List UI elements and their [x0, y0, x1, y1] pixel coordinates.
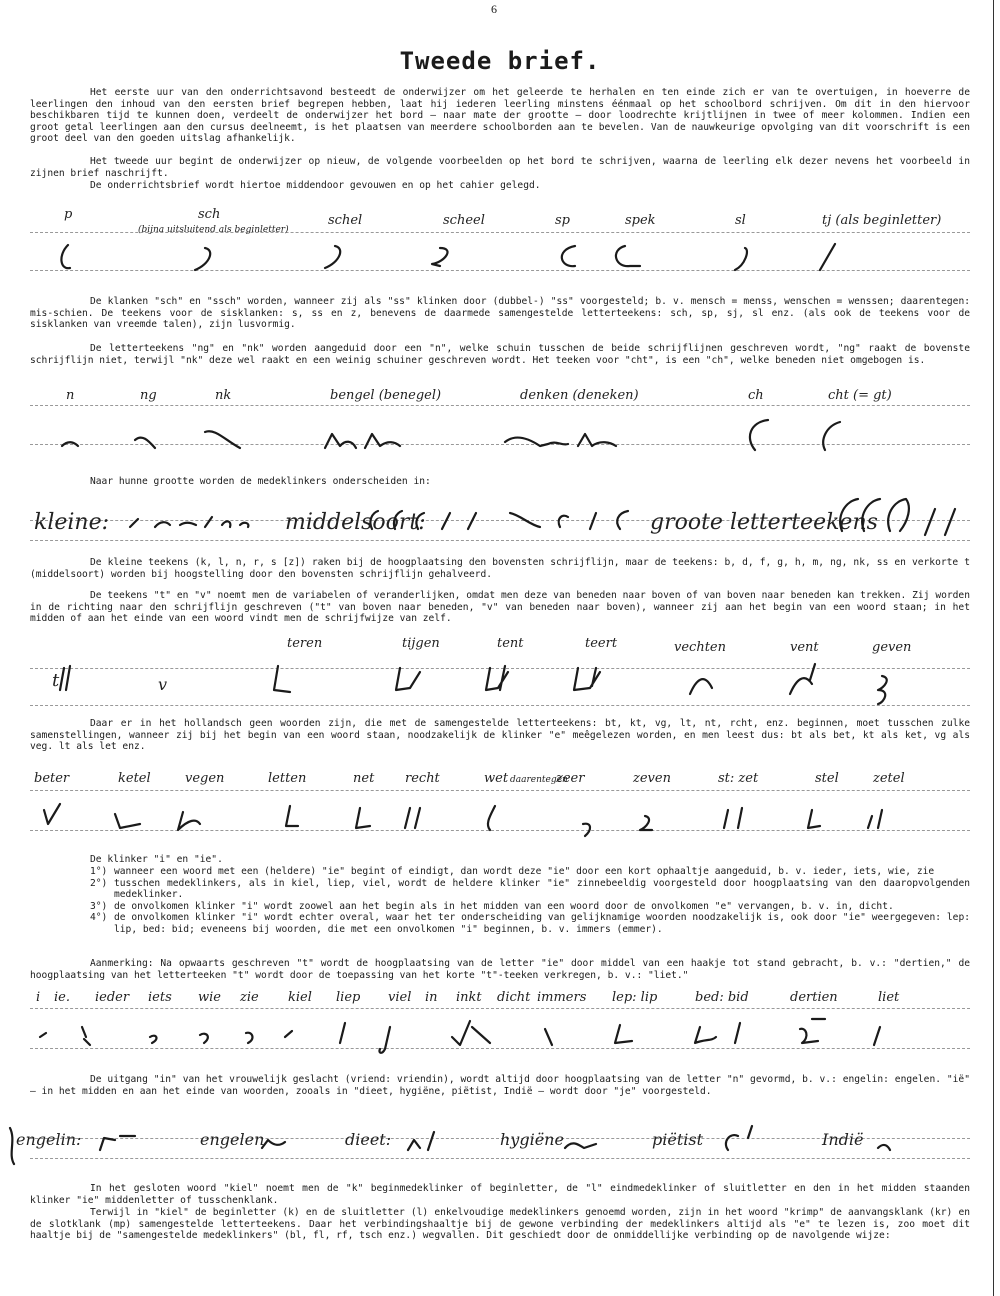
example-label: zeven — [633, 771, 671, 786]
example-label: bed: bid — [695, 990, 749, 1005]
example-label: engelin: — [16, 1130, 82, 1149]
shorthand-sign — [205, 431, 240, 448]
shorthand-sign — [868, 810, 882, 828]
example-label: scheel — [443, 213, 485, 228]
example-label: Indië — [822, 1130, 864, 1149]
writing-line — [30, 1008, 970, 1009]
example-label: p — [64, 207, 73, 222]
example-label: geven — [872, 640, 912, 655]
example-label: letten — [268, 771, 307, 786]
example-label: nk — [215, 388, 232, 403]
shorthand-sign — [405, 808, 420, 828]
shorthand-sign — [888, 499, 909, 531]
shorthand-sign — [10, 1128, 14, 1164]
shorthand-sign — [505, 438, 568, 446]
shorthand-sign — [615, 1025, 632, 1043]
shorthand-sign — [286, 806, 298, 826]
shorthand-sign — [178, 812, 200, 830]
example-label: i — [36, 990, 41, 1005]
shorthand-sign — [750, 420, 768, 450]
paragraph-compound-signs: Daar er in het hollandsch geen woorden zijn, die met de samengestelde letterteekens: bt, kt, vg, lt, nt, rcht, enz. beginnen, moet tusschen zulke samenstellingen, wanneer zij bij het begin van een woord staan, noodzakelijk de klinker "e" meêgelezen worden, en men leest dus: bt als bet, kt als ket, vg als veg. lt als let enz. — [30, 718, 970, 753]
example-label: ieder — [95, 990, 130, 1005]
shorthand-sign — [878, 676, 887, 704]
shorthand-sign — [379, 1027, 390, 1053]
example-label: liet — [878, 990, 900, 1005]
example-label: inkt — [456, 990, 482, 1005]
example-label: liep — [336, 990, 361, 1005]
example-label: in — [425, 990, 438, 1005]
paragraph-vowel-heading: De klinker "i" en "ie". — [90, 854, 223, 865]
shorthand-sign — [574, 668, 600, 690]
paragraph-size-groups: Naar hunne grootte worden de medeklinkers onderscheiden in: — [90, 476, 431, 487]
example-note: (bijna uitsluitend als beginletter) — [138, 225, 289, 235]
shorthand-sign — [200, 1034, 208, 1043]
example-label: daarentegen — [510, 775, 568, 785]
shorthand-sign — [60, 666, 70, 690]
shorthand-sign — [442, 513, 450, 529]
shorthand-sign — [559, 516, 568, 527]
shorthand-row-1 — [0, 240, 1000, 280]
example-label: dertien — [790, 990, 838, 1005]
shorthand-sign — [486, 666, 508, 690]
shorthand-sign — [155, 522, 170, 527]
shorthand-sign — [925, 509, 955, 535]
shorthand-sign — [356, 808, 370, 828]
shorthand-sign — [874, 1027, 880, 1045]
shorthand-sign — [61, 245, 70, 268]
example-label: iets — [148, 990, 172, 1005]
shorthand-sign — [565, 1143, 596, 1148]
example-label: engelen — [200, 1130, 265, 1149]
shorthand-sign — [130, 519, 138, 527]
shorthand-sign — [180, 523, 196, 525]
example-label: bengel (benegel) — [330, 388, 442, 403]
example-label: recht — [405, 771, 440, 786]
shorthand-sign — [488, 806, 495, 830]
category-medium-label: middelsoort: — [285, 510, 426, 535]
paragraph-remark: Aanmerking: Na opwaarts geschreven "t" wordt de hoogplaatsing van de letter "ie" door middel van een haakje tot stand gebracht, b. v.: "dertien," de hoogplaatsing van het letterteeken "t" wordt door de toepassing van het korte "t"-teeken verkregen, b. v.: "liet." — [30, 958, 970, 981]
shorthand-sign — [545, 1029, 552, 1045]
shorthand-sign — [452, 1021, 490, 1045]
shorthand-sign — [370, 511, 378, 529]
example-label: sl — [735, 213, 746, 228]
shorthand-sign — [195, 248, 210, 270]
example-label: cht (= gt) — [828, 388, 892, 403]
shorthand-sign — [325, 246, 340, 268]
shorthand-sign — [590, 513, 596, 529]
paragraph-fold: De onderrichtsbrief wordt hiertoe middendoor gevouwen en op het cahier gelegd. — [90, 180, 541, 191]
example-label: v — [158, 675, 168, 694]
shorthand-sign — [365, 434, 400, 448]
example-label: immers — [537, 990, 587, 1005]
example-label: hygiëne — [500, 1130, 564, 1149]
example-label: zetel — [873, 771, 905, 786]
paragraph-feminine-ending: De uitgang "in" van het vrouwelijk geslacht (vriend: vriendin), wordt altijd door hoogplaatsing van de letter "n" gevormd, b. v.: engelin: engelen. "ië" — in het midden en aan het einde van woorden, zooals in "dieet, hygiëne, piëtist, Indië — wordt door "je" voorgesteld. — [30, 1074, 970, 1097]
shorthand-sign — [408, 1132, 434, 1150]
shorthand-sign — [432, 248, 448, 266]
shorthand-sign — [562, 246, 575, 266]
example-label: denken (deneken) — [520, 388, 639, 403]
shorthand-sign — [100, 1136, 135, 1150]
shorthand-sign — [394, 511, 402, 529]
page-title: Tweede brief. — [399, 47, 601, 75]
example-label: sch — [198, 207, 221, 222]
paragraph-compound-consonants: Terwijl in "kiel" de beginletter (k) en de sluitletter (l) enkelvoudige medeklinkers genoemd worden, zijn in het woord "krimp" de aanvangsklank (kr) en de slotklank (mp) samengestelde letterteekens. Daar het verbindingshaaltje bij de gewone verbinding der medeklinkers altijd als "e" te lezen is, zoo moet dit haaltje bij de "samengestelde medeklinkers" (bl, fl, rf, tsch enz.) wegvallen. Dit geschiedt door de onmiddellijke verbinding op de navolgende wijze: — [30, 1207, 970, 1242]
example-label: zie — [240, 990, 259, 1005]
example-label: st: zet — [718, 771, 759, 786]
shorthand-sign — [695, 1027, 716, 1043]
example-label: wie — [198, 990, 221, 1005]
list-item: 4°) de onvolkomen klinker "i" wordt echter overal, waar het ter onderscheiding van gelijknamige woorden noodzakelijk is, ook door "ie" weergegeven: lep: lip, bed: bid; eveneens bij woorden, die met een onvolkomen "i" beginnen, b. v. immers (emmer). — [90, 912, 970, 935]
example-label: tent — [497, 636, 524, 651]
example-label: teert — [585, 636, 618, 651]
example-label: sp — [555, 213, 570, 228]
example-label: tijgen — [402, 636, 440, 651]
shorthand-sign — [274, 666, 290, 692]
shorthand-sign — [44, 804, 60, 824]
shorthand-sign — [790, 664, 815, 694]
shorthand-sign — [878, 1145, 890, 1150]
shorthand-sign — [617, 511, 628, 529]
shorthand-sign — [285, 1031, 292, 1037]
shorthand-sign — [690, 679, 712, 694]
shorthand-sign — [735, 248, 747, 270]
list-item: 1°) wanneer een woord met een (heldere) "ie" begint of eindigt, dan wordt deze "ie" door een kort ophaaltje aangeduid, b. v. ieder, iets, wie, zie — [90, 866, 935, 877]
paragraph-closed-word: In het gesloten woord "kiel" noemt men de "k" beginmedeklinker of beginletter, de "l" eindmedeklinker of sluitletter en den in het midden staanden klinker "ie" middenletter of tusschenklank. — [30, 1183, 970, 1206]
list-item: 2°) tusschen medeklinkers, als in kiel, liep, viel, wordt de heldere klinker "ie" zinnebeeldig voorgesteld door hoogplaatsing van den daaropvolgenden medeklinker. — [90, 877, 970, 901]
shorthand-sign — [840, 499, 858, 531]
shorthand-sign — [823, 422, 840, 450]
shorthand-sign — [468, 513, 476, 529]
example-label: lep: lip — [612, 990, 658, 1005]
page-border — [993, 0, 994, 1296]
shorthand-sign — [82, 1027, 90, 1045]
shorthand-sign — [246, 1033, 252, 1043]
shorthand-row-3 — [0, 495, 1000, 545]
example-label: kiel — [288, 990, 312, 1005]
shorthand-sign — [510, 513, 540, 527]
shorthand-sign — [640, 816, 652, 830]
category-large-label: groote letterteekens — [650, 510, 878, 535]
example-label: dieet: — [345, 1130, 392, 1149]
paragraph-sch: De klanken "sch" en "ssch" worden, wanneer zij als "ss" klinken door (dubbel-) "ss" voorgesteld; b. v. mensch = menss, wenschen = wenssen; daarentegen: mis-schien. De teekens voor de sisklanken: s, ss en z, benevens de daarmede samengestelde letterteekens: sch, sp, sj, sl enz. (als ook de teekens voor de sisklanken van vreemde talen), zijn lusvormig. — [30, 296, 970, 331]
page-number: 6 — [491, 2, 497, 16]
example-label: n — [66, 388, 75, 403]
list-item: 3°) de onvolkomen klinker "i" wordt zoowel aan het begin als in het midden van een woord door de onvolkomen "e" vervangen, b. v. in, dicht. — [90, 900, 894, 912]
shorthand-sign — [115, 814, 140, 828]
shorthand-sign — [396, 668, 420, 690]
shorthand-row-2 — [0, 420, 1000, 460]
shorthand-sign — [240, 523, 248, 527]
example-label: dicht — [497, 990, 531, 1005]
category-small-label: kleine: — [34, 510, 110, 535]
example-label: stel — [815, 771, 839, 786]
paragraph-small-signs: De kleine teekens (k, l, n, r, s [z]) raken bij de hoogplaatsing den bovensten schrijflijn, maar de teekens: b, d, f, g, h, m, ng, nk, ss en verkorte t (middelsoort) worden bij hoogstelling door den bovensten schrijflijn gehalveerd. — [30, 557, 970, 580]
shorthand-sign — [340, 1023, 345, 1043]
shorthand-row-6 — [0, 1015, 1000, 1060]
shorthand-sign — [40, 1033, 46, 1037]
shorthand-sign — [724, 808, 742, 828]
paragraph-ng-nk: De letterteekens "ng" en "nk" worden aangeduid door een "n", welke schuin tusschen de beide schrijflijnen geschreven wordt, "ng" raakt de bovenste schrijflijn niet, terwijl "nk" deze wel raakt en een weinig schuiner geschreven wordt. Het teeken voor "cht", is een "ch", welke beneden niet omgebogen is. — [30, 343, 970, 366]
shorthand-sign — [808, 810, 820, 828]
writing-line — [30, 790, 970, 791]
shorthand-row-5 — [0, 800, 1000, 845]
example-label: vent — [790, 640, 819, 655]
example-label: ch — [748, 388, 764, 403]
example-label: wet — [484, 771, 509, 786]
shorthand-sign — [150, 1036, 156, 1043]
shorthand-sign — [222, 521, 230, 527]
example-label: net — [353, 771, 375, 786]
example-label: t — [52, 670, 60, 691]
shorthand-sign — [62, 442, 78, 446]
example-label: schel — [328, 213, 363, 228]
shorthand-sign — [325, 434, 356, 448]
example-label: ie. — [54, 990, 70, 1005]
example-label: ng — [140, 388, 157, 403]
shorthand-sign — [135, 438, 155, 448]
paragraph-intro: Het eerste uur van den onderrichtsavond besteedt de onderwijzer om het geleerde te herhalen en ten einde zich er van te overtuigen, in hoeverre de leerlingen den inhoud van den eersten brief begrepen hebben, laat hij iederen leerling minstens éénmaal op het schoolbord schrijven. Om dit in den hiervoor beschikbaren tijd te kunnen doen, verdeelt de onderwijzer het bord — naar mate der grootte — door loodrechte krijtlijnen in twee of meer kolommen. Indien een groot getal leerlingen aan den cursus deelneemt, is het plaatsen van meerdere schoolborden aan te bevelen. Van de nauwkeurige opvolging van dit voorschrift is een groot deel van den goeden uitslag afhankelijk. — [30, 87, 970, 145]
shorthand-sign — [800, 1019, 825, 1043]
shorthand-sign — [820, 244, 835, 270]
shorthand-sign — [726, 1126, 752, 1150]
shorthand-sign — [616, 246, 640, 266]
shorthand-row-7 — [0, 1120, 1000, 1165]
paragraph-variables: De teekens "t" en "v" noemt men de variabelen of veranderlijken, omdat men deze van beneden naar boven of van boven naar beneden kan trekken. Zij worden in de richting naar den schrijflijn geschreven ("t" van boven naar beneden, "v" van beneden naar boven), wanneer zij aan het begin van een woord staan; in het midden of aan het einde van een woord vindt men de schrijfwijze van zelf. — [30, 590, 970, 625]
example-label: spek — [625, 213, 656, 228]
shorthand-sign — [262, 1140, 285, 1148]
vowel-rules-list — [90, 866, 970, 936]
shorthand-sign — [583, 824, 590, 836]
example-label: viel — [388, 990, 412, 1005]
example-label: vegen — [185, 771, 225, 786]
example-label: tj (als beginletter) — [822, 213, 942, 228]
example-label: ketel — [118, 771, 151, 786]
paragraph-second-hour: Het tweede uur begint de onderwijzer op nieuw, de volgende voorbeelden op het bord te schrijven, waarna de leerling elk dezer nevens het voorbeeld in zijnen brief naschrijft. — [30, 156, 970, 179]
example-label: vechten — [674, 640, 726, 655]
example-label: beter — [34, 771, 70, 786]
shorthand-sign — [416, 513, 424, 529]
example-label: piëtist — [652, 1130, 704, 1149]
shorthand-sign — [205, 517, 212, 527]
example-label: teren — [287, 636, 323, 651]
example-label: zeer — [556, 771, 585, 786]
shorthand-sign — [578, 434, 616, 446]
shorthand-sign — [735, 1023, 740, 1043]
shorthand-row-4 — [0, 660, 1000, 710]
writing-line — [30, 405, 970, 406]
shorthand-sign — [862, 499, 880, 531]
